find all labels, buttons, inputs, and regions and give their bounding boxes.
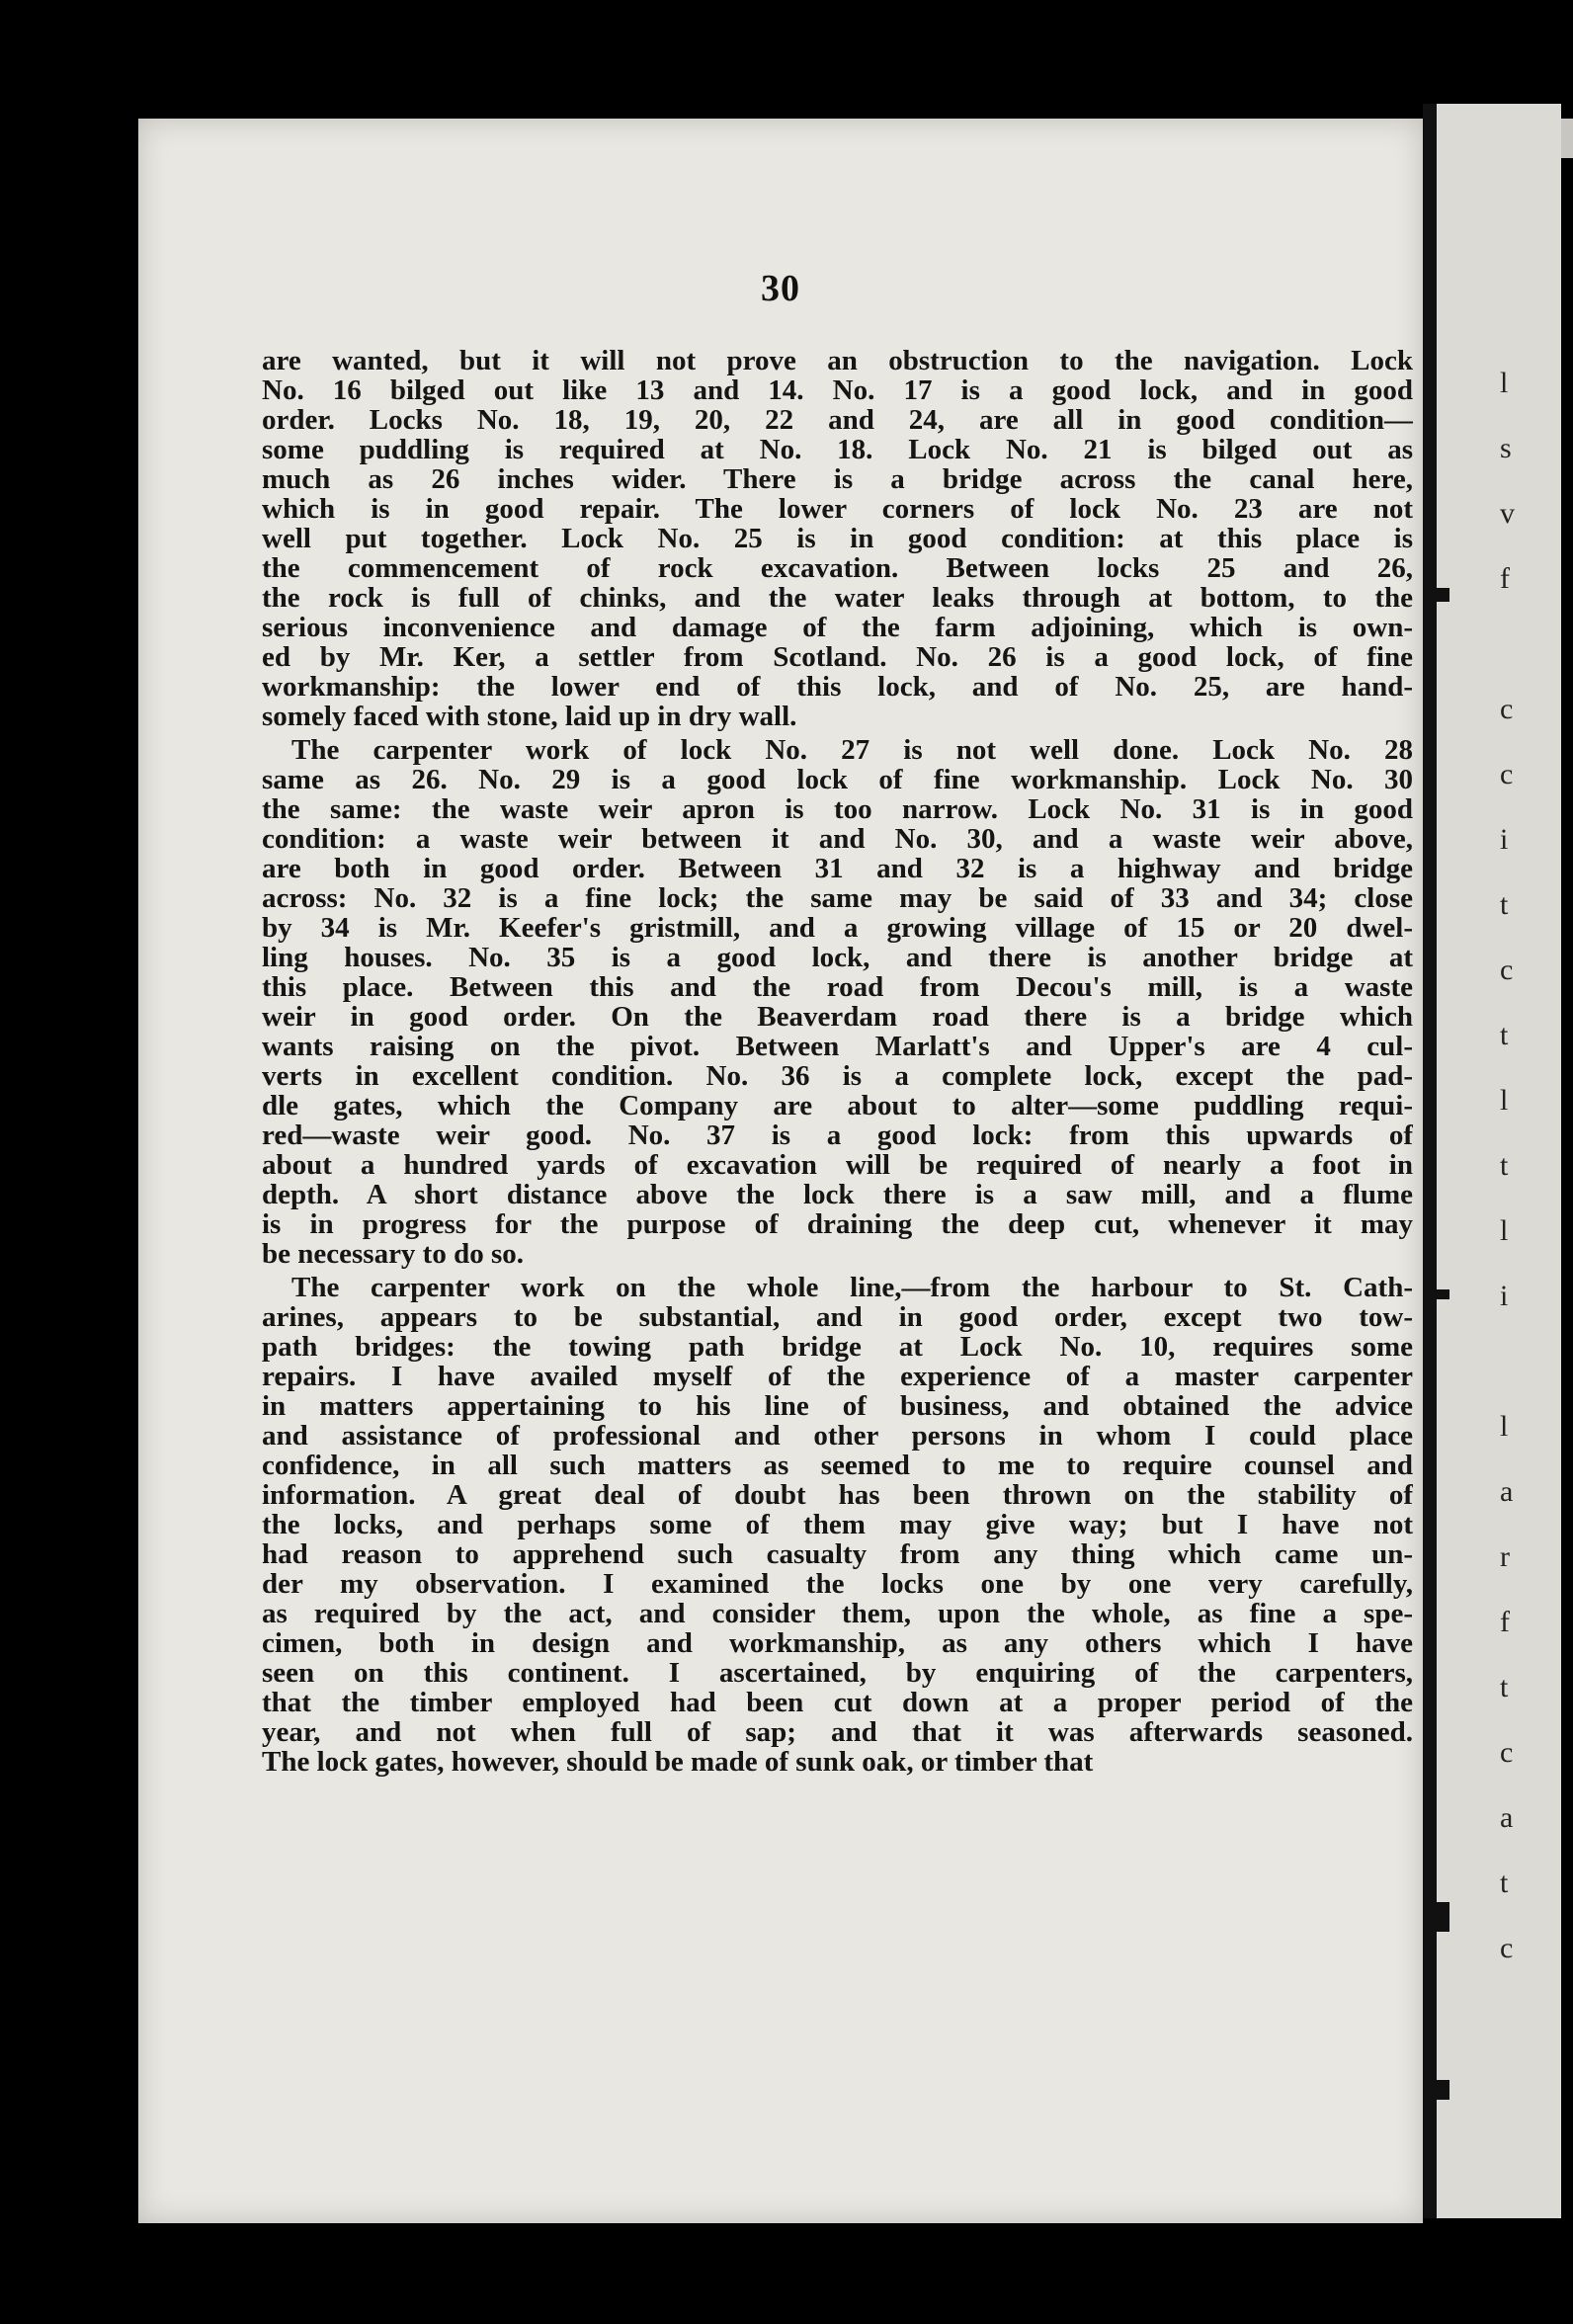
facing-letter: a <box>1500 1801 1514 1834</box>
text-line: this place. Between this and the road from Decou's mill, is a waste <box>262 972 1413 1002</box>
text-line: serious inconvenience and damage of the farm adjoining, which is own- <box>262 613 1413 642</box>
paragraph <box>262 1273 1413 1777</box>
book-page <box>138 119 1423 2223</box>
facing-page-edge <box>1423 104 1561 2218</box>
facing-letter: t <box>1500 1671 1509 1703</box>
text-line: arines, appears to be substantial, and in good order, except two tow- <box>262 1302 1413 1332</box>
text-line: The carpenter work of lock No. 27 is not well done. Lock No. 28 <box>291 735 1413 765</box>
text-line: some puddling is required at No. 18. Lock No. 21 is bilged out as <box>262 435 1413 464</box>
page-number: 30 <box>761 268 800 309</box>
text-line: condition: a waste weir between it and No. 30, and a waste weir above, <box>262 824 1413 854</box>
facing-letter: t <box>1500 1149 1509 1182</box>
facing-letter <box>1500 1329 1539 1394</box>
text-line: same as 26. No. 29 is a good lock of fine workmanship. Lock No. 30 <box>262 765 1413 794</box>
text-line: be necessary to do so. <box>262 1239 525 1269</box>
text-line: as required by the act, and consider them, upon the whole, as fine a spe- <box>262 1599 1413 1628</box>
text-line: had reason to apprehend such casualty from any thing which came un- <box>262 1539 1413 1569</box>
binding-mark <box>1428 588 1449 602</box>
text-line: wants raising on the pivot. Between Marlatt's and Upper's are 4 cul- <box>262 1032 1413 1061</box>
paragraph <box>262 346 1413 731</box>
facing-letter: c <box>1500 1736 1514 1769</box>
text-line: seen on this continent. I ascertained, by enquiring of the carpenters, <box>262 1658 1413 1688</box>
text-line: The carpenter work on the whole line,—from the harbour to St. Cath- <box>291 1273 1413 1302</box>
body-text <box>262 346 1413 1777</box>
text-line: dle gates, which the Company are about to alter—some puddling requi- <box>262 1091 1413 1120</box>
facing-letter: c <box>1500 693 1514 725</box>
facing-letter: c <box>1500 954 1514 986</box>
text-line: weir in good order. On the Beaverdam road there is a bridge which <box>262 1002 1413 1032</box>
facing-letter: a <box>1500 1475 1514 1508</box>
text-line: cimen, both in design and workmanship, as any others which I have <box>262 1628 1413 1658</box>
text-line: are wanted, but it will not prove an obstruction to the navigation. Lock <box>262 346 1413 375</box>
text-line: confidence, in all such matters as seemed to me to require counsel and <box>262 1451 1413 1480</box>
facing-letter <box>1500 612 1539 677</box>
facing-letter: i <box>1500 823 1509 856</box>
text-line: order. Locks No. 18, 19, 20, 22 and 24, are all in good condition— <box>262 405 1413 435</box>
text-line: is in progress for the purpose of draining the deep cut, whenever it may <box>262 1209 1413 1239</box>
facing-letter: f <box>1500 562 1510 595</box>
text-line: path bridges: the towing path bridge at Lock No. 10, requires some <box>262 1332 1413 1362</box>
paragraph <box>262 735 1413 1269</box>
facing-letter: s <box>1500 432 1512 464</box>
facing-letter: c <box>1500 758 1514 790</box>
text-line: der my observation. I examined the locks one by one very carefully, <box>262 1569 1413 1599</box>
text-line: that the timber employed had been cut down at a proper period of the <box>262 1688 1413 1717</box>
text-line: depth. A short distance above the lock there is a saw mill, and a flume <box>262 1180 1413 1209</box>
text-line: workmanship: the lower end of this lock, and of No. 25, are hand- <box>262 672 1413 702</box>
text-line: are both in good order. Between 31 and 32 is a highway and bridge <box>262 854 1413 883</box>
text-line: verts in excellent condition. No. 36 is a complete lock, except the pad- <box>262 1061 1413 1091</box>
facing-letter: l <box>1500 367 1509 399</box>
facing-letter: t <box>1500 1019 1509 1051</box>
binding-mark <box>1428 1902 1449 1932</box>
facing-letter: f <box>1500 1606 1510 1638</box>
text-line: the locks, and perhaps some of them may give way; but I have not <box>262 1510 1413 1539</box>
text-line: well put together. Lock No. 25 is in good condition: at this place is <box>262 524 1413 553</box>
text-line: red—waste weir good. No. 37 is a good lock: from this upwards of <box>262 1120 1413 1150</box>
text-line: ling houses. No. 35 is a good lock, and there is another bridge at <box>262 943 1413 972</box>
text-line: in matters appertaining to his line of business, and obtained the advice <box>262 1391 1413 1421</box>
text-line: No. 16 bilged out like 13 and 14. No. 17 is a good lock, and in good <box>262 375 1413 405</box>
text-line: and assistance of professional and other persons in whom I could place <box>262 1421 1413 1451</box>
binding-mark <box>1428 1289 1449 1299</box>
facing-letter: t <box>1500 1867 1509 1899</box>
text-line: ed by Mr. Ker, a settler from Scotland. No. 26 is a good lock, of fine <box>262 642 1413 672</box>
text-line: year, and not when full of sap; and that it was afterwards seasoned. <box>262 1717 1413 1747</box>
facing-letter: l <box>1500 1214 1509 1247</box>
facing-letter: t <box>1500 888 1509 921</box>
text-line: much as 26 inches wider. There is a bridge across the canal here, <box>262 464 1413 494</box>
text-line: which is in good repair. The lower corners of lock No. 23 are not <box>262 494 1413 524</box>
text-line: somely faced with stone, laid up in dry wall. <box>262 702 797 731</box>
facing-letter: l <box>1500 1084 1509 1117</box>
text-line: about a hundred yards of excavation will be required of nearly a foot in <box>262 1150 1413 1180</box>
text-line: repairs. I have availed myself of the experience of a master carpenter <box>262 1362 1413 1391</box>
facing-letter: v <box>1500 497 1515 530</box>
binding-mark <box>1428 2080 1449 2100</box>
text-line: The lock gates, however, should be made of sunk oak, or timber that <box>262 1747 1094 1777</box>
text-line: across: No. 32 is a fine lock; the same may be said of 33 and 34; close <box>262 883 1413 913</box>
text-line: the commencement of rock excavation. Between locks 25 and 26, <box>262 553 1413 583</box>
text-line: the rock is full of chinks, and the water leaks through at bottom, to the <box>262 583 1413 613</box>
facing-letter: i <box>1500 1280 1509 1312</box>
binding-gutter <box>1423 104 1437 2218</box>
text-line: the same: the waste weir apron is too narrow. Lock No. 31 is in good <box>262 794 1413 824</box>
text-line: by 34 is Mr. Keefer's gristmill, and a growing village of 15 or 20 dwel- <box>262 913 1413 943</box>
facing-page-fragments <box>1500 351 1539 1981</box>
text-line: information. A great deal of doubt has been thrown on the stability of <box>262 1480 1413 1510</box>
facing-letter: r <box>1500 1540 1510 1573</box>
facing-letter: l <box>1500 1410 1509 1443</box>
facing-letter: c <box>1500 1932 1514 1964</box>
